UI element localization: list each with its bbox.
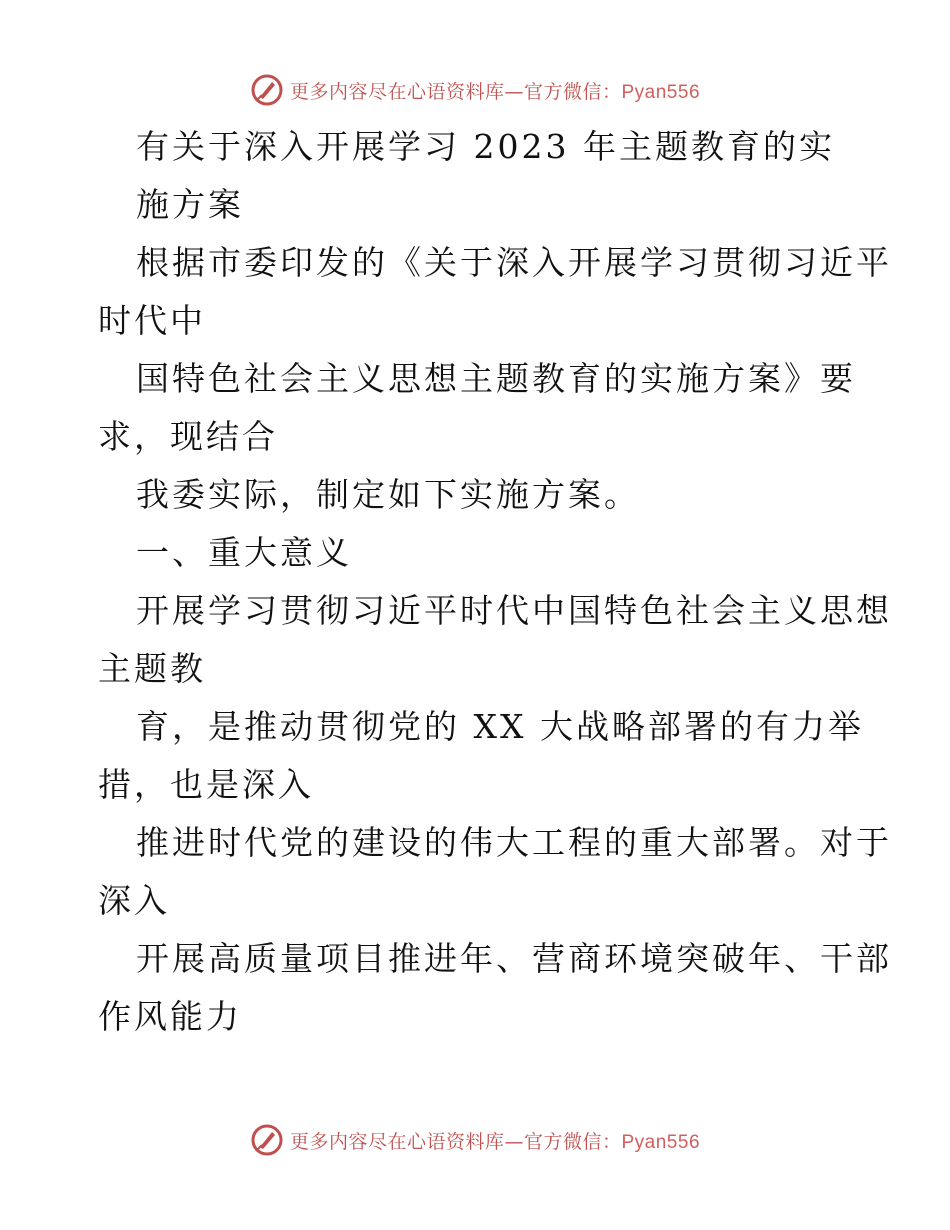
paragraph-line: 育，是推动贯彻党的 XX 大战略部署的有力举 [136,707,864,746]
paragraph-line: 国特色社会主义思想主题教育的实施方案》要 [136,359,856,398]
paragraph-line: 一、重大意义 [136,533,352,572]
header-account: Pyan556 [621,81,701,103]
footer-text [290,1127,700,1154]
footer-banner [0,1120,950,1160]
document-body [98,118,892,1046]
header-brand-text: 更多内容尽在心语资料库 [289,80,505,103]
paragraph-line: 作风能力 [98,997,242,1036]
paragraph-line: 根据市委印发的《关于深入开展学习贯彻习近平 [136,243,892,282]
footer-brand-text: 更多内容尽在心语资料库 [289,1130,505,1153]
paragraph-line: 我委实际，制定如下实施方案。 [136,475,640,514]
header-wechat-label: 官方微信： [523,80,622,103]
paragraph-line: 求，现结合 [98,417,278,456]
footer-account: Pyan556 [621,1131,701,1153]
header-dash: — [504,80,524,103]
paragraph-line: 开展学习贯彻习近平时代中国特色社会主义思想 [136,591,892,630]
paragraph-line: 有关于深入开展学习 2023 年主题教育的实 [136,127,835,166]
paragraph-line: 时代中 [98,301,206,340]
paragraph-line: 开展高质量项目推进年、营商环境突破年、干部 [136,939,892,978]
quill-circle-logo-icon [250,1123,284,1157]
paragraph-line: 推进时代党的建设的伟大工程的重大部署。对于 [136,823,892,862]
quill-circle-logo-icon [250,73,284,107]
paragraph-line: 深入 [98,881,170,920]
paragraph-line: 措，也是深入 [98,765,314,804]
paragraph-line: 主题教 [98,649,206,688]
footer-wechat-label: 官方微信： [523,1130,622,1153]
footer-dash: — [504,1130,524,1153]
paragraph-line: 施方案 [136,185,244,224]
header-banner [0,70,950,110]
header-text [290,77,700,104]
